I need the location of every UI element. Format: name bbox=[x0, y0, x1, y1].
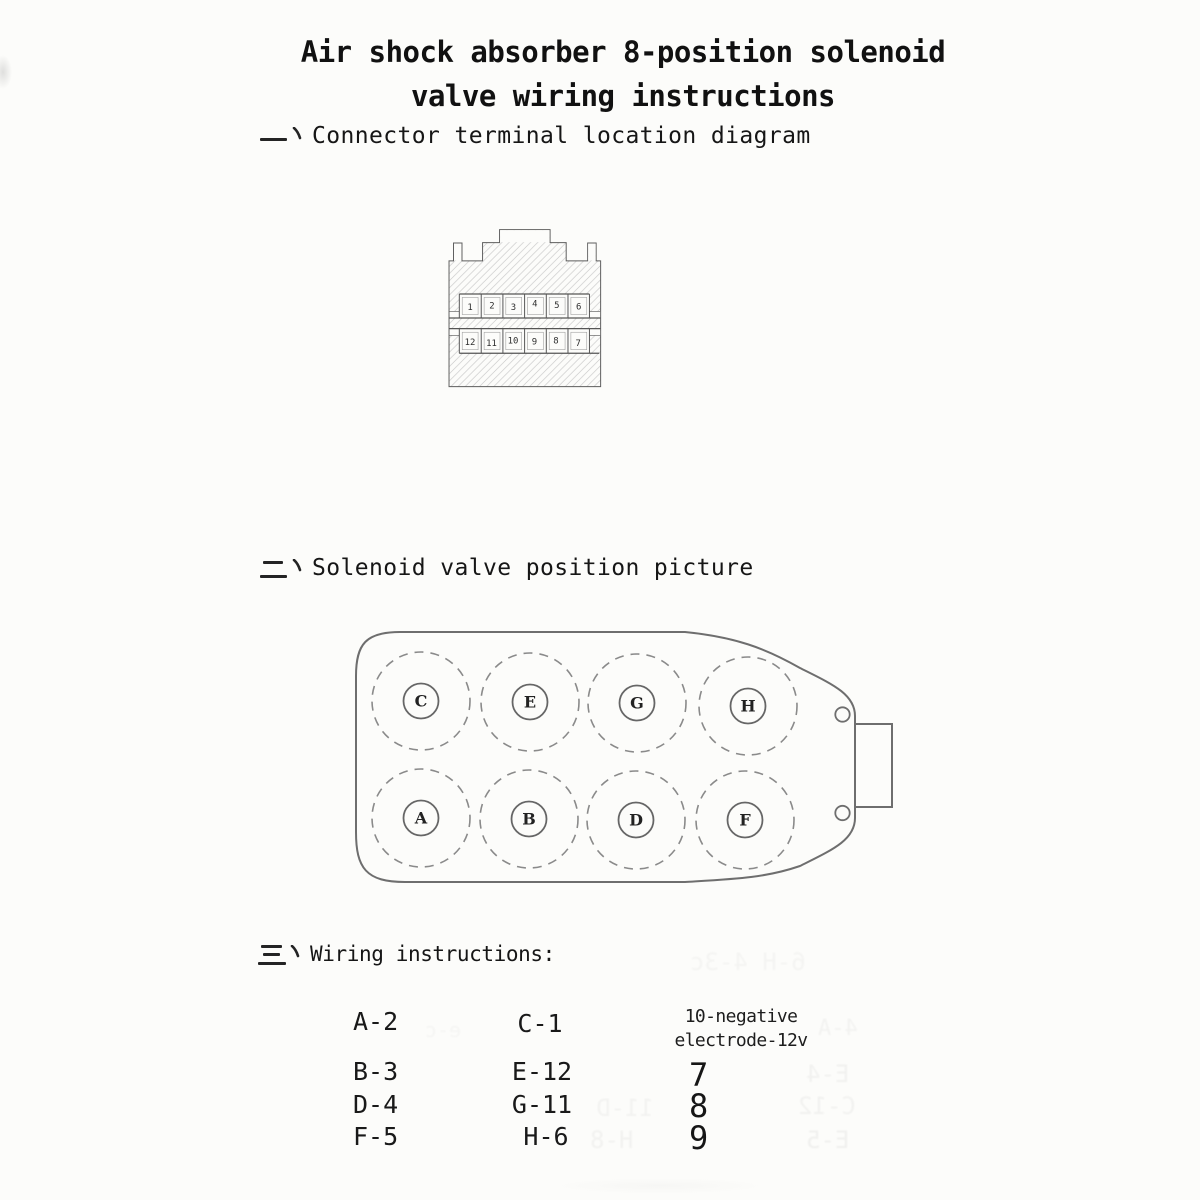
bottom-right-recess bbox=[589, 329, 600, 335]
ghost-bleed-text: H-8 bbox=[590, 1126, 634, 1154]
wiring-pair: D-4 bbox=[353, 1090, 399, 1119]
cjk-numeral-one-icon bbox=[260, 124, 287, 150]
valve-connector-stub bbox=[855, 724, 892, 807]
terminal-12-label: 12 bbox=[464, 338, 476, 349]
wiring-pair: H-6 bbox=[523, 1122, 569, 1151]
section-1-header bbox=[260, 121, 811, 151]
cjk-comma-icon bbox=[292, 127, 302, 140]
terminal-5-label: 5 bbox=[554, 301, 560, 312]
cjk-numeral-two-icon bbox=[260, 556, 287, 582]
terminal-4-label: 4 bbox=[532, 299, 538, 310]
ghost-bleed-text: C-12 bbox=[798, 1092, 856, 1120]
scan-smudge bbox=[552, 1178, 767, 1194]
terminal-11-label: 11 bbox=[486, 339, 497, 350]
valve-body-outline bbox=[356, 632, 855, 882]
wiring-pair: A-2 bbox=[353, 1007, 399, 1036]
wiring-pair: F-5 bbox=[353, 1122, 399, 1151]
terminal-7-label: 7 bbox=[575, 339, 581, 350]
wiring-pair: E-12 bbox=[511, 1057, 573, 1086]
wiring-terminal-number: 9 bbox=[689, 1119, 709, 1157]
ghost-bleed-text: 6-H 4-3c bbox=[690, 948, 806, 976]
wiring-terminal-number: 8 bbox=[689, 1087, 709, 1125]
negative-electrode-note-line2: electrode-12v bbox=[674, 1030, 808, 1051]
cjk-numeral-three-icon bbox=[258, 942, 285, 968]
scan-smudge bbox=[0, 55, 12, 89]
wiring-terminal-number: 7 bbox=[689, 1056, 709, 1094]
section-2-label: Solenoid valve position picture bbox=[312, 555, 754, 581]
terminal-8-label: 8 bbox=[553, 336, 559, 347]
right-tab-interior bbox=[588, 244, 595, 261]
solenoid-valve-diagram bbox=[345, 618, 905, 898]
ghost-bleed-text: 11-D bbox=[596, 1094, 654, 1122]
section-2-header bbox=[260, 553, 754, 583]
ghost-bleed-text: E-4 bbox=[806, 1060, 850, 1088]
valve-H-label: H bbox=[740, 696, 756, 716]
section-1-label: Connector terminal location diagram bbox=[312, 123, 811, 149]
ghost-bleed-text: e-c bbox=[425, 1018, 462, 1042]
valve-G-label: G bbox=[630, 693, 644, 713]
valve-E-label: E bbox=[523, 692, 537, 712]
ghost-bleed-text: 4-A bbox=[818, 1016, 858, 1041]
top-left-recess bbox=[450, 311, 460, 317]
valve-C-label: C bbox=[414, 691, 428, 711]
valve-D-label: D bbox=[629, 810, 643, 830]
valve-A-label: A bbox=[414, 808, 428, 828]
valve-B-label: B bbox=[522, 809, 536, 829]
connector-terminal-diagram bbox=[445, 160, 805, 530]
left-tab-interior bbox=[454, 244, 461, 261]
cjk-comma-icon bbox=[290, 945, 300, 958]
ghost-bleed-text: E-5 bbox=[806, 1126, 850, 1154]
terminal-9-label: 9 bbox=[531, 337, 538, 348]
terminal-2-label: 2 bbox=[489, 301, 495, 312]
terminal-3-label: 3 bbox=[510, 302, 517, 313]
negative-electrode-note-line1: 10-negative bbox=[684, 1006, 798, 1027]
top-right-recess bbox=[589, 311, 600, 317]
cjk-comma-icon bbox=[292, 559, 302, 572]
page-title bbox=[23, 30, 1200, 118]
wiring-pair: C-1 bbox=[517, 1009, 563, 1038]
top-tab-interior bbox=[500, 230, 549, 242]
section-3-header bbox=[258, 939, 555, 969]
terminal-1-label: 1 bbox=[467, 302, 473, 313]
terminal-6-label: 6 bbox=[576, 302, 582, 313]
wiring-pair: G-11 bbox=[511, 1090, 573, 1119]
bottom-left-recess bbox=[450, 329, 460, 335]
wiring-pair: B-3 bbox=[353, 1057, 399, 1086]
valve-F-label: F bbox=[739, 810, 751, 830]
page-title-line2: valve wiring instructions bbox=[411, 79, 835, 113]
section-3-label: Wiring instructions: bbox=[310, 942, 555, 966]
terminal-10-label: 10 bbox=[507, 336, 519, 347]
page-title-line1: Air shock absorber 8-position solenoid bbox=[300, 35, 946, 69]
